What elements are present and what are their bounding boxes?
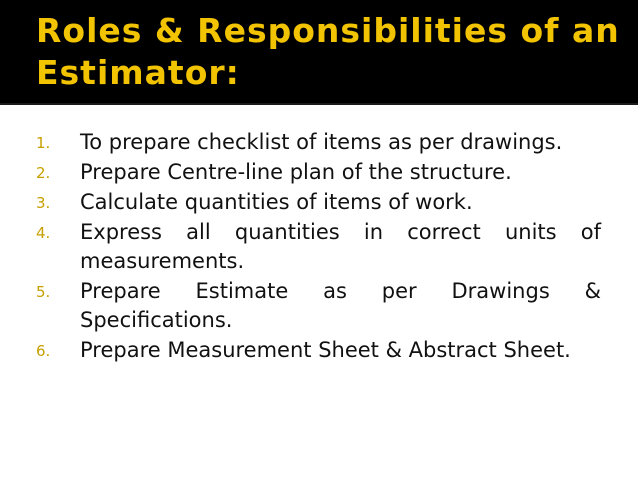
list-item <box>36 218 601 276</box>
list-item-number: 1. <box>36 134 51 152</box>
list-item-text: Prepare Measurement Sheet & Abstract Sheet. <box>80 338 571 362</box>
list-item-number: 5. <box>36 283 51 301</box>
list-item-number: 2. <box>36 164 51 182</box>
list-item-text: Prepare Centre-line plan of the structure. <box>80 160 512 184</box>
list-item <box>36 277 601 335</box>
list-item <box>36 128 601 157</box>
list-item-number: 6. <box>36 342 51 360</box>
title-divider <box>0 103 638 105</box>
list-item <box>36 158 601 187</box>
responsibilities-list <box>36 128 601 366</box>
list-item-text: Express all quantities in correct units of measurements. <box>80 220 601 273</box>
slide-title: Roles & Responsibilities of an Estimator: <box>36 11 620 92</box>
list-item-text: Calculate quantities of items of work. <box>80 190 473 214</box>
list-item <box>36 188 601 217</box>
list-item-number: 3. <box>36 194 51 212</box>
list-item-number: 4. <box>36 224 51 242</box>
list-item-text: To prepare checklist of items as per drawings. <box>80 130 563 154</box>
list-item-text: Prepare Estimate as per Drawings & Specifications. <box>80 279 601 332</box>
list-item <box>36 336 601 365</box>
